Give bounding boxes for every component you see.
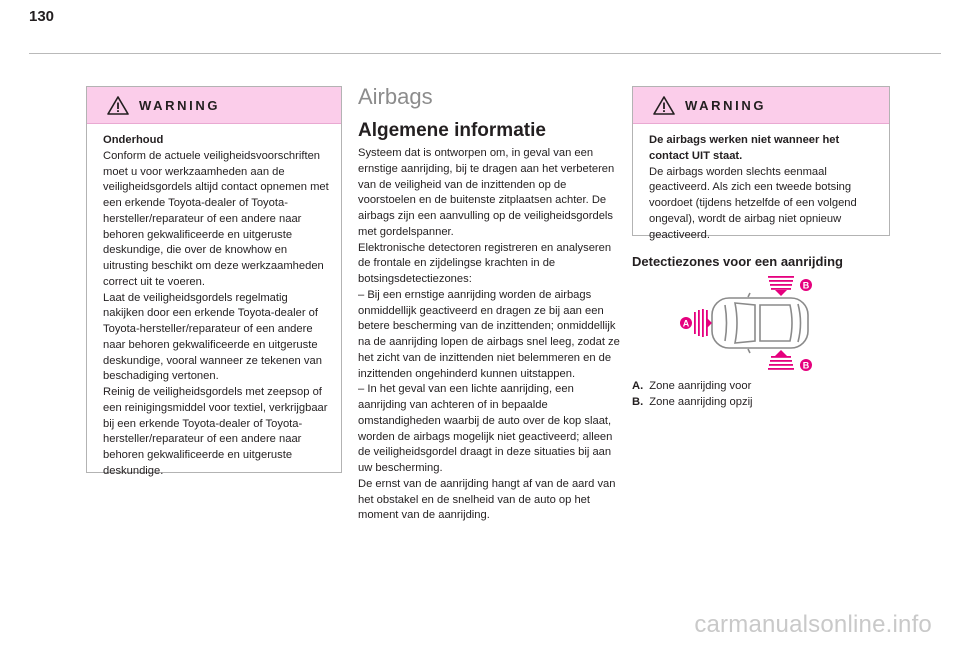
warning-triangle-icon <box>653 96 675 115</box>
warning-paragraph: De airbags worden slechts eenmaal geactiveerd. Als zich een tweede botsing voordoet (tijdens hetzelfde of een volgend ongeval), wordt de airbag niet opnieuw geactiveerd. <box>649 165 857 241</box>
body-paragraph: De ernst van de aanrijding hangt af van de aard van het obstakel en de snelheid van de auto op het moment van de aanrijding. <box>358 477 616 522</box>
legend-text: Zone aanrijding opzij <box>649 395 753 408</box>
marker-a <box>680 317 692 329</box>
zones-legend <box>632 379 753 411</box>
watermark: carmanualsonline.info <box>694 611 932 638</box>
warning-title: WARNING <box>139 97 221 113</box>
warning-header <box>87 87 341 124</box>
legend-key: B. <box>632 395 644 408</box>
legend-item <box>632 379 753 395</box>
marker-b-bottom <box>800 359 812 371</box>
warning-paragraph: Laat de veiligheidsgordels regelmatig nakijken door een erkende Toyota-dealer of Toyota-hersteller/reparateur of een andere naar behoren gekwalificeerde en uitgeruste deskundige, vooral wanneer ze tekenen van beschadiging vertonen. <box>103 291 322 383</box>
warning-paragraph: Conform de actuele veiligheidsvoorschriften moet u voor werkzaamheden aan de veiligheidsgordels altijd contact opnemen met een erkende Toyota-dealer of Toyota-hersteller/reparateur of een andere naar behoren gekwalificeerde en uitgeruste deskundige, die over de knowhow en uitrusting beschikt om deze werkzaamheden correct uit te voeren. <box>103 149 329 288</box>
car-top-view-icon <box>712 293 808 353</box>
body-paragraph: – Bij een ernstige aanrijding worden de airbags onmiddellijk geactiveerd en dragen ze bij aan een betere bescherming van de inzittenden; onmiddellijk na de aanrijding lopen de airbags snel leeg, zodat ze het zicht van de inzittenden niet belemmeren en de inzittenden ongehinderd kunnen uitstappen. <box>358 288 620 380</box>
crash-zones-diagram <box>678 274 818 374</box>
warning-header <box>633 87 889 124</box>
body-paragraph: – In het geval van een lichte aanrijding, een aanrijding van achteren of in bepaalde omstandigheden waarbij de auto over de kop slaat, worden de airbags mogelijk niet geactiveerd; alleen de veiligheidsgordel draagt in deze situaties bij aan uw bescherming. <box>358 383 613 474</box>
marker-b-label: B <box>802 280 810 291</box>
section-body <box>358 146 620 524</box>
body-paragraph: Elektronische detectoren registreren en analyseren de frontale en zijdelingse krachten in de botsingsdetectiezones: <box>358 241 612 285</box>
body-paragraph: Systeem dat is ontworpen om, in geval van een ernstige aanrijding, bij te dragen aan het verbeteren van de veiligheid van de inzittenden op de voorstoelen en de buitenste zitplaatsen achter. De airbags zijn een aanvulling op de veiligheidsgordels met gordelspanner. <box>358 147 615 238</box>
marker-b-label: B <box>802 360 810 371</box>
page-number: 130 <box>29 8 55 25</box>
header-divider <box>29 53 941 54</box>
marker-a-label: A <box>682 318 690 329</box>
zones-title: Detectiezones voor een aanrijding <box>632 254 843 269</box>
legend-text: Zone aanrijding voor <box>649 380 752 392</box>
warning-paragraph: Reinig de veiligheidsgordels met zeepsop of een reinigingsmiddel voor textiel, verkrijgbaar bij een erkende Toyota-dealer of Toyota-hersteller/reparateur of een andere naar behoren gekwalificeerde en uitgeruste deskundige. <box>103 386 328 477</box>
section-subtitle: Algemene informatie <box>358 120 546 141</box>
warning-triangle-icon <box>107 96 129 115</box>
legend-key: A. <box>632 380 644 392</box>
marker-b-top <box>800 279 812 291</box>
warning-box-maintenance <box>86 86 342 477</box>
section-title: Airbags <box>358 84 433 109</box>
warning-box-airbags <box>632 86 890 241</box>
warning-title: WARNING <box>685 97 767 113</box>
warning-body <box>87 124 341 488</box>
legend-item <box>632 395 753 411</box>
side-impact-zone-top <box>768 276 794 296</box>
warning-heading: De airbags werken niet wanneer het contact UIT staat. <box>649 134 840 162</box>
side-impact-zone-bottom <box>768 350 794 370</box>
warning-heading: Onderhoud <box>103 134 164 146</box>
front-impact-zone <box>694 309 712 337</box>
warning-body <box>633 124 889 251</box>
